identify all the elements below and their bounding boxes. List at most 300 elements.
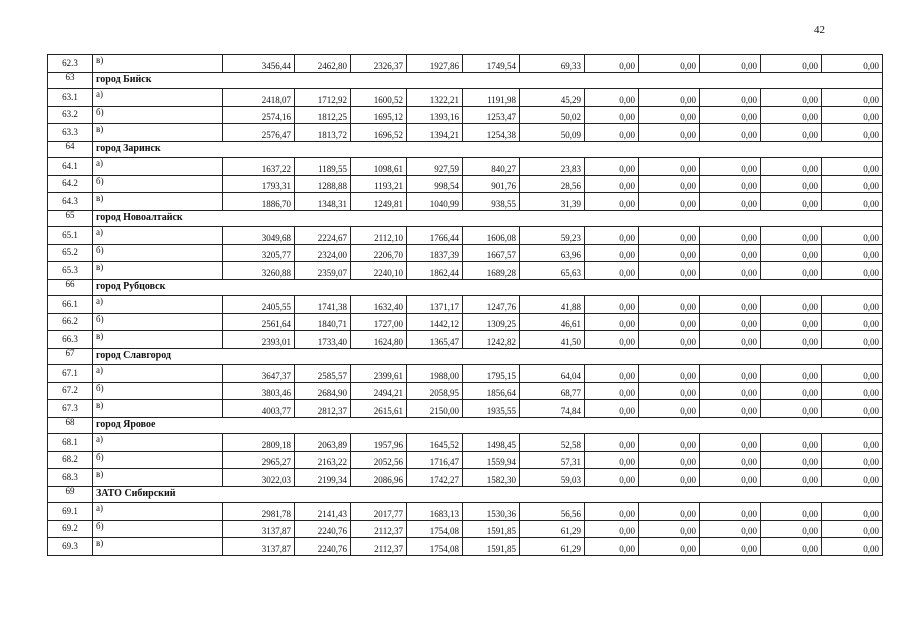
table-cell: 1193,21 — [351, 175, 407, 193]
table-cell: 2240,76 — [295, 538, 351, 556]
table-cell: 57,31 — [520, 451, 585, 469]
table-cell: 0,00 — [585, 296, 639, 314]
table-row — [48, 262, 883, 280]
table-cell: 1837,39 — [407, 244, 463, 262]
table-cell: 3049,68 — [223, 227, 295, 245]
table-cell: 0,00 — [585, 538, 639, 556]
table-cell: 0,00 — [822, 296, 883, 314]
table-cell: 59,23 — [520, 227, 585, 245]
table-cell: 1624,80 — [351, 331, 407, 349]
table-cell: 1348,31 — [295, 193, 351, 211]
table-cell: 0,00 — [585, 400, 639, 418]
table-cell: 0,00 — [639, 296, 700, 314]
table-cell: 1254,38 — [463, 124, 520, 142]
table-cell: 3456,44 — [223, 55, 295, 73]
table-cell: 0,00 — [822, 365, 883, 383]
table-cell: 0,00 — [822, 503, 883, 521]
row-number: 64.1 — [48, 158, 93, 176]
table-cell: 2224,67 — [295, 227, 351, 245]
row-number: 66.1 — [48, 296, 93, 314]
table-cell: 0,00 — [700, 313, 761, 331]
row-label: б) — [93, 175, 223, 193]
table-cell: 1696,52 — [351, 124, 407, 142]
table-cell: 1754,08 — [407, 538, 463, 556]
table-cell: 840,27 — [463, 158, 520, 176]
table-cell: 1712,92 — [295, 89, 351, 107]
table-cell: 2574,16 — [223, 106, 295, 124]
table-cell: 2965,27 — [223, 451, 295, 469]
table-cell: 1365,47 — [407, 331, 463, 349]
table-cell: 0,00 — [639, 244, 700, 262]
table-cell: 0,00 — [639, 124, 700, 142]
table-cell: 0,00 — [639, 158, 700, 176]
section-title: город Рубцовск — [93, 279, 883, 296]
table-cell: 1766,44 — [407, 227, 463, 245]
row-number: 63.3 — [48, 124, 93, 142]
table-cell: 0,00 — [639, 503, 700, 521]
table-cell: 1191,98 — [463, 89, 520, 107]
table-cell: 1733,40 — [295, 331, 351, 349]
table-cell: 0,00 — [639, 451, 700, 469]
table-cell: 1189,55 — [295, 158, 351, 176]
row-label: в) — [93, 262, 223, 280]
table-cell: 1632,40 — [351, 296, 407, 314]
table-cell: 0,00 — [585, 158, 639, 176]
table-cell: 2112,37 — [351, 538, 407, 556]
table-cell: 2326,37 — [351, 55, 407, 73]
row-number: 68.3 — [48, 469, 93, 487]
table-cell: 0,00 — [822, 382, 883, 400]
section-title: город Новоалтайск — [93, 210, 883, 227]
table-cell: 901,76 — [463, 175, 520, 193]
table-cell: 1393,16 — [407, 106, 463, 124]
table-cell: 0,00 — [639, 55, 700, 73]
row-number: 67 — [48, 348, 93, 365]
table-cell: 63,96 — [520, 244, 585, 262]
table-cell: 0,00 — [761, 520, 822, 538]
row-label: а) — [93, 158, 223, 176]
table-row — [48, 227, 883, 245]
table-cell: 0,00 — [822, 313, 883, 331]
table-cell: 0,00 — [639, 434, 700, 452]
table-cell: 31,39 — [520, 193, 585, 211]
table-cell: 1795,15 — [463, 365, 520, 383]
row-label: б) — [93, 106, 223, 124]
table-cell: 2199,34 — [295, 469, 351, 487]
table-cell: 64,04 — [520, 365, 585, 383]
table-cell: 2206,70 — [351, 244, 407, 262]
table-cell: 0,00 — [700, 503, 761, 521]
table-cell: 0,00 — [639, 331, 700, 349]
table-cell: 0,00 — [585, 451, 639, 469]
table-cell: 0,00 — [700, 106, 761, 124]
table-cell: 1591,85 — [463, 520, 520, 538]
section-header-row — [48, 72, 883, 89]
table-cell: 0,00 — [639, 365, 700, 383]
table-cell: 2086,96 — [351, 469, 407, 487]
table-cell: 3647,37 — [223, 365, 295, 383]
table-cell: 2359,07 — [295, 262, 351, 280]
table-cell: 1637,22 — [223, 158, 295, 176]
table-cell: 0,00 — [585, 262, 639, 280]
table-cell: 2058,95 — [407, 382, 463, 400]
table-cell: 1695,12 — [351, 106, 407, 124]
row-number: 64 — [48, 141, 93, 158]
row-label: а) — [93, 296, 223, 314]
table-row — [48, 296, 883, 314]
row-number: 66.2 — [48, 313, 93, 331]
row-number: 62.3 — [48, 55, 93, 73]
section-title: город Яровое — [93, 417, 883, 434]
row-label: в) — [93, 55, 223, 73]
table-cell: 0,00 — [761, 382, 822, 400]
table-cell: 0,00 — [585, 193, 639, 211]
table-cell: 1040,99 — [407, 193, 463, 211]
table-cell: 2112,10 — [351, 227, 407, 245]
table-cell: 1957,96 — [351, 434, 407, 452]
table-cell: 0,00 — [822, 538, 883, 556]
row-label: а) — [93, 434, 223, 452]
row-number: 69.1 — [48, 503, 93, 521]
table-cell: 0,00 — [585, 227, 639, 245]
table-cell: 46,61 — [520, 313, 585, 331]
table-cell: 69,33 — [520, 55, 585, 73]
row-number: 68 — [48, 417, 93, 434]
table-cell: 0,00 — [761, 538, 822, 556]
table-cell: 1498,45 — [463, 434, 520, 452]
table-cell: 0,00 — [639, 538, 700, 556]
table-cell: 1600,52 — [351, 89, 407, 107]
table-cell: 3137,87 — [223, 520, 295, 538]
table-cell: 0,00 — [700, 451, 761, 469]
table-cell: 61,29 — [520, 520, 585, 538]
table-cell: 41,50 — [520, 331, 585, 349]
row-number: 69.3 — [48, 538, 93, 556]
table-cell: 0,00 — [700, 382, 761, 400]
section-header-row — [48, 486, 883, 503]
table-cell: 50,02 — [520, 106, 585, 124]
row-label: в) — [93, 331, 223, 349]
table-cell: 0,00 — [585, 382, 639, 400]
table-cell: 0,00 — [822, 158, 883, 176]
table-cell: 0,00 — [585, 503, 639, 521]
page-number: 42 — [814, 24, 825, 36]
table-cell: 2585,57 — [295, 365, 351, 383]
table-cell: 0,00 — [639, 262, 700, 280]
table-cell: 0,00 — [822, 244, 883, 262]
table-cell: 0,00 — [822, 124, 883, 142]
table-cell: 0,00 — [585, 106, 639, 124]
table-cell: 0,00 — [700, 89, 761, 107]
row-label: в) — [93, 538, 223, 556]
table-cell: 0,00 — [761, 451, 822, 469]
section-header-row — [48, 210, 883, 227]
table-cell: 0,00 — [822, 55, 883, 73]
table-cell: 65,63 — [520, 262, 585, 280]
table-row — [48, 469, 883, 487]
table-cell: 0,00 — [822, 262, 883, 280]
table-cell: 4003,77 — [223, 400, 295, 418]
table-cell: 56,56 — [520, 503, 585, 521]
table-cell: 0,00 — [700, 469, 761, 487]
table-cell: 0,00 — [700, 520, 761, 538]
row-label: в) — [93, 469, 223, 487]
table-row — [48, 124, 883, 142]
table-cell: 1288,88 — [295, 175, 351, 193]
row-label: б) — [93, 382, 223, 400]
table-cell: 41,88 — [520, 296, 585, 314]
table-row — [48, 520, 883, 538]
section-title: город Бийск — [93, 72, 883, 89]
table-cell: 50,09 — [520, 124, 585, 142]
table-cell: 2063,89 — [295, 434, 351, 452]
table-cell: 0,00 — [639, 313, 700, 331]
table-cell: 0,00 — [700, 193, 761, 211]
table-row — [48, 538, 883, 556]
table-cell: 1988,00 — [407, 365, 463, 383]
row-number: 67.3 — [48, 400, 93, 418]
table-row — [48, 382, 883, 400]
table-cell: 68,77 — [520, 382, 585, 400]
table-cell: 1812,25 — [295, 106, 351, 124]
table-row — [48, 55, 883, 73]
table-cell: 0,00 — [761, 313, 822, 331]
table-cell: 3260,88 — [223, 262, 295, 280]
row-number: 65.3 — [48, 262, 93, 280]
table-cell: 1309,25 — [463, 313, 520, 331]
section-title: ЗАТО Сибирский — [93, 486, 883, 503]
table-cell: 1530,36 — [463, 503, 520, 521]
row-label: б) — [93, 520, 223, 538]
section-title: город Славгород — [93, 348, 883, 365]
table-cell: 2561,64 — [223, 313, 295, 331]
row-number: 63.1 — [48, 89, 93, 107]
table-cell: 23,83 — [520, 158, 585, 176]
row-label: а) — [93, 89, 223, 107]
row-number: 67.1 — [48, 365, 93, 383]
table-cell: 1253,47 — [463, 106, 520, 124]
table-row — [48, 313, 883, 331]
row-label: а) — [93, 227, 223, 245]
table-cell: 0,00 — [585, 89, 639, 107]
table-cell: 0,00 — [585, 313, 639, 331]
table-cell: 0,00 — [761, 434, 822, 452]
tariff-table — [47, 54, 883, 556]
table-cell: 2150,00 — [407, 400, 463, 418]
table-cell: 1862,44 — [407, 262, 463, 280]
table-cell: 59,03 — [520, 469, 585, 487]
row-label: в) — [93, 400, 223, 418]
table-cell: 927,59 — [407, 158, 463, 176]
table-cell: 0,00 — [639, 520, 700, 538]
table-row — [48, 400, 883, 418]
row-number: 65.1 — [48, 227, 93, 245]
table-cell: 1242,82 — [463, 331, 520, 349]
table-cell: 0,00 — [822, 434, 883, 452]
section-header-row — [48, 141, 883, 158]
table-cell: 0,00 — [700, 55, 761, 73]
table-cell: 2240,10 — [351, 262, 407, 280]
table-cell: 0,00 — [761, 89, 822, 107]
table-cell: 2324,00 — [295, 244, 351, 262]
table-cell: 0,00 — [761, 469, 822, 487]
table-cell: 1442,12 — [407, 313, 463, 331]
table-row — [48, 193, 883, 211]
table-cell: 3803,46 — [223, 382, 295, 400]
row-label: а) — [93, 365, 223, 383]
table-cell: 1727,00 — [351, 313, 407, 331]
table-cell: 2017,77 — [351, 503, 407, 521]
table-cell: 0,00 — [761, 262, 822, 280]
table-cell: 0,00 — [639, 382, 700, 400]
table-cell: 0,00 — [639, 469, 700, 487]
table-cell: 0,00 — [822, 227, 883, 245]
table-cell: 0,00 — [822, 106, 883, 124]
table-cell: 1856,64 — [463, 382, 520, 400]
table-cell: 74,84 — [520, 400, 585, 418]
table-cell: 0,00 — [822, 469, 883, 487]
table-cell: 2141,43 — [295, 503, 351, 521]
table-cell: 3137,87 — [223, 538, 295, 556]
table-row — [48, 175, 883, 193]
table-cell: 0,00 — [639, 175, 700, 193]
table-cell: 0,00 — [639, 193, 700, 211]
table-cell: 2163,22 — [295, 451, 351, 469]
table-row — [48, 89, 883, 107]
table-row — [48, 503, 883, 521]
table-cell: 0,00 — [639, 106, 700, 124]
table-cell: 0,00 — [822, 400, 883, 418]
row-label: б) — [93, 244, 223, 262]
table-cell: 0,00 — [761, 193, 822, 211]
table-cell: 1322,21 — [407, 89, 463, 107]
table-cell: 0,00 — [700, 331, 761, 349]
table-row — [48, 331, 883, 349]
table-cell: 1591,85 — [463, 538, 520, 556]
table-cell: 0,00 — [585, 124, 639, 142]
table-cell: 2812,37 — [295, 400, 351, 418]
table-cell: 3022,03 — [223, 469, 295, 487]
table-cell: 0,00 — [639, 400, 700, 418]
table-cell: 0,00 — [700, 538, 761, 556]
row-label: а) — [93, 503, 223, 521]
row-number: 64.2 — [48, 175, 93, 193]
table-cell: 0,00 — [639, 227, 700, 245]
table-cell: 2052,56 — [351, 451, 407, 469]
table-cell: 2494,21 — [351, 382, 407, 400]
row-label: в) — [93, 193, 223, 211]
table-cell: 0,00 — [761, 175, 822, 193]
table-cell: 0,00 — [700, 124, 761, 142]
table-cell: 0,00 — [761, 158, 822, 176]
table-cell: 28,56 — [520, 175, 585, 193]
table-cell: 2405,55 — [223, 296, 295, 314]
table-cell: 2981,78 — [223, 503, 295, 521]
table-cell: 1793,31 — [223, 175, 295, 193]
row-number: 63.2 — [48, 106, 93, 124]
table-cell: 0,00 — [700, 262, 761, 280]
table-cell: 1371,17 — [407, 296, 463, 314]
table-cell: 0,00 — [585, 434, 639, 452]
table-cell: 2809,18 — [223, 434, 295, 452]
table-cell: 2399,61 — [351, 365, 407, 383]
table-cell: 52,58 — [520, 434, 585, 452]
table-cell: 0,00 — [822, 175, 883, 193]
table-cell: 938,55 — [463, 193, 520, 211]
table-cell: 2684,90 — [295, 382, 351, 400]
table-cell: 0,00 — [822, 331, 883, 349]
table-cell: 45,29 — [520, 89, 585, 107]
row-number: 63 — [48, 72, 93, 89]
table-row — [48, 451, 883, 469]
table-cell: 0,00 — [700, 400, 761, 418]
table-cell: 2418,07 — [223, 89, 295, 107]
table-cell: 0,00 — [700, 175, 761, 193]
row-label: б) — [93, 313, 223, 331]
table-cell: 1683,13 — [407, 503, 463, 521]
table-row — [48, 106, 883, 124]
table-cell: 3205,77 — [223, 244, 295, 262]
table-cell: 0,00 — [822, 451, 883, 469]
row-number: 66 — [48, 279, 93, 296]
table-cell: 0,00 — [585, 469, 639, 487]
section-title: город Заринск — [93, 141, 883, 158]
table-cell: 1813,72 — [295, 124, 351, 142]
table-cell: 0,00 — [761, 296, 822, 314]
row-label: б) — [93, 451, 223, 469]
table-cell: 0,00 — [700, 158, 761, 176]
table-cell: 1754,08 — [407, 520, 463, 538]
table-cell: 0,00 — [761, 55, 822, 73]
table-row — [48, 244, 883, 262]
table-cell: 998,54 — [407, 175, 463, 193]
table-cell: 0,00 — [761, 503, 822, 521]
row-number: 68.1 — [48, 434, 93, 452]
section-header-row — [48, 279, 883, 296]
row-number: 67.2 — [48, 382, 93, 400]
table-row — [48, 158, 883, 176]
row-number: 65.2 — [48, 244, 93, 262]
table-cell: 0,00 — [700, 227, 761, 245]
section-header-row — [48, 348, 883, 365]
row-number: 65 — [48, 210, 93, 227]
table-cell: 0,00 — [585, 55, 639, 73]
table-cell: 2240,76 — [295, 520, 351, 538]
table-cell: 0,00 — [822, 520, 883, 538]
table-cell: 0,00 — [585, 331, 639, 349]
table-cell: 0,00 — [822, 89, 883, 107]
table-cell: 1098,61 — [351, 158, 407, 176]
table-cell: 1927,86 — [407, 55, 463, 73]
table-cell: 1749,54 — [463, 55, 520, 73]
table-cell: 2462,80 — [295, 55, 351, 73]
table-cell: 0,00 — [761, 400, 822, 418]
table-cell: 0,00 — [761, 365, 822, 383]
row-number: 69 — [48, 486, 93, 503]
table-cell: 61,29 — [520, 538, 585, 556]
table-cell: 2112,37 — [351, 520, 407, 538]
table-cell: 0,00 — [700, 365, 761, 383]
table-cell: 0,00 — [585, 175, 639, 193]
table-cell: 0,00 — [700, 244, 761, 262]
table-cell: 0,00 — [761, 124, 822, 142]
table-cell: 1582,30 — [463, 469, 520, 487]
row-number: 66.3 — [48, 331, 93, 349]
table-cell: 1667,57 — [463, 244, 520, 262]
table-cell: 2615,61 — [351, 400, 407, 418]
table-cell: 0,00 — [585, 244, 639, 262]
section-header-row — [48, 417, 883, 434]
